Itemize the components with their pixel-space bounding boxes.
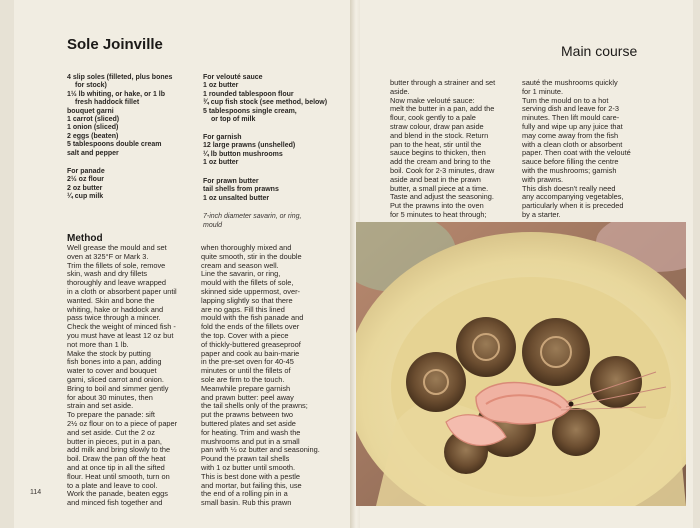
veloute-heading: For velouté sauce <box>203 74 263 81</box>
ingredients-panade <box>67 168 197 202</box>
ingredient-line: or top of milk <box>211 116 256 124</box>
ingredient-line: for stock) <box>75 82 107 90</box>
ingredient-line: ¼ cup milk <box>67 193 104 201</box>
ingredient-line: fresh haddock fillet <box>75 99 140 107</box>
ingredient-line: 5 tablespoons double cream <box>67 141 162 149</box>
panade-heading: For panade <box>67 168 105 175</box>
ingredient-line: 2½ oz flour <box>67 176 104 184</box>
ingredients-garnish <box>203 134 343 168</box>
method-column-2: when thoroughly mixed and quite smooth, stir in the double cream and season well. Line the savarin, or ring, mould with the fillets of sole, skinned side uppermost, over- lapping slightly so that there are no gaps. Fill this lined mould with the fish panade and fold the ends of the fillets over the top. Cover with a piece of thickly-buttered greaseproof paper and cook au bain-marie in the pre-set oven for 40-45 minutes or until the fillets of sole are firm to the touch. Meanwhile prepare garnish and prawn butter: peel away the tail shells only of the prawns; put the prawns between two buttered plates and set aside for heating. Trim and wash the mushrooms and put in a small pan with ½ oz butter and seasoning. Pound the prawn tail shells with 1 oz butter until smooth. This is best done with a pestle and mortar, but failing this, use the end of a rolling pin in a small basin. Rub this prawn <box>201 243 320 508</box>
ingredients-prawn-butter <box>203 178 343 203</box>
section-header: Main course <box>561 43 638 59</box>
ingredient-line: 1 carrot (sliced) <box>67 116 120 124</box>
right-column-2: sauté the mushrooms quickly for 1 minute. Turn the mould on to a hot serving dish and leave for 2-3 minutes. Then lift mould care- fully and wipe up any juice that may come away from the fish with a clean cloth or absorbent paper. Then coat with the velouté sauce before filling the centre with the mushrooms; garnish with prawns. This dish doesn't really need any accompanying vegetables, particularly when it is preceded by a starter. <box>522 78 631 219</box>
ingredient-line: 4 slip soles (filleted, plus bones <box>67 74 173 81</box>
ingredient-line: 1½ lb whiting, or hake, or 1 lb <box>67 90 166 98</box>
ingredient-line: bouquet garni <box>67 107 114 115</box>
ingredients-main-list <box>67 74 197 158</box>
ingredient-line: 2 oz butter <box>67 184 103 192</box>
ingredient-line: tail shells from prawns <box>203 186 279 194</box>
method-heading: Method <box>67 233 103 244</box>
garnish-heading: For garnish <box>203 134 242 141</box>
recipe-title: Sole Joinville <box>67 36 163 53</box>
ingredients-veloute <box>203 74 343 124</box>
method-column-1: Well grease the mould and set oven at 325°F or Mark 3. Trim the fillets of sole, remove skin, wash and dry fillets thoroughly and leave wrapped in a cloth or absorbent paper until wanted. Skin and bone the whiting, hake or haddock and pass twice through a mincer. Check the weight of minced fish - you must have at least 12 oz but not more than 1 lb. Make the stock by putting fish bones into a pan, adding water to cover and bouquet garni, sliced carrot and onion. Bring to boil and simmer gently for about 30 minutes, then strain and set aside. To prepare the panade: sift 2½ oz flour on to a piece of paper and set aside. Cut the 2 oz butter in pieces, put in a pan, add milk and bring slowly to the boil. Draw the pan off the heat and at once tip in all the sifted flour. Heat until smooth, turn on to a plate and leave to cool. Work the panade, beaten eggs and minced fish together and <box>67 243 178 508</box>
dish-photo <box>356 222 686 506</box>
ingredient-line: salt and pepper <box>67 149 119 157</box>
ingredient-line: ¾ cup fish stock (see method, below) <box>203 99 328 107</box>
dish-photo-illustration <box>356 222 686 506</box>
ingredient-line: 1 oz butter <box>203 82 239 90</box>
ingredient-line: ¼ lb button mushrooms <box>203 150 283 158</box>
ingredient-line: 1 oz butter <box>203 159 239 167</box>
ingredient-line: 1 oz unsalted butter <box>203 194 270 202</box>
ingredient-line: 1 rounded tablespoon flour <box>203 90 294 98</box>
mould-note: 7-inch diameter savarin, or ring, mould <box>203 213 302 229</box>
ingredient-line: 1 onion (sliced) <box>67 124 119 132</box>
ingredient-line: 5 tablespoons single cream, <box>203 107 297 115</box>
page-number: 114 <box>30 489 42 496</box>
ingredient-line: 2 eggs (beaten) <box>67 132 119 140</box>
right-column-1: butter through a strainer and set aside. Now make velouté sauce: melt the butter in a pan, add the flour, cook gently to a pale straw colour, draw pan aside and blend in the stock. Return pan to the heat, stir until the sauce begins to thicken, then add the cream and bring to the boil. Cook for 2-3 minutes, draw aside and beat in the prawn butter, a small piece at a time. Taste and adjust the seasoning. Put the prawns into the oven for 5 minutes to heat through; <box>390 78 496 219</box>
prawn-butter-heading: For prawn butter <box>203 178 259 185</box>
ingredient-line: 12 large prawns (unshelled) <box>203 142 296 150</box>
